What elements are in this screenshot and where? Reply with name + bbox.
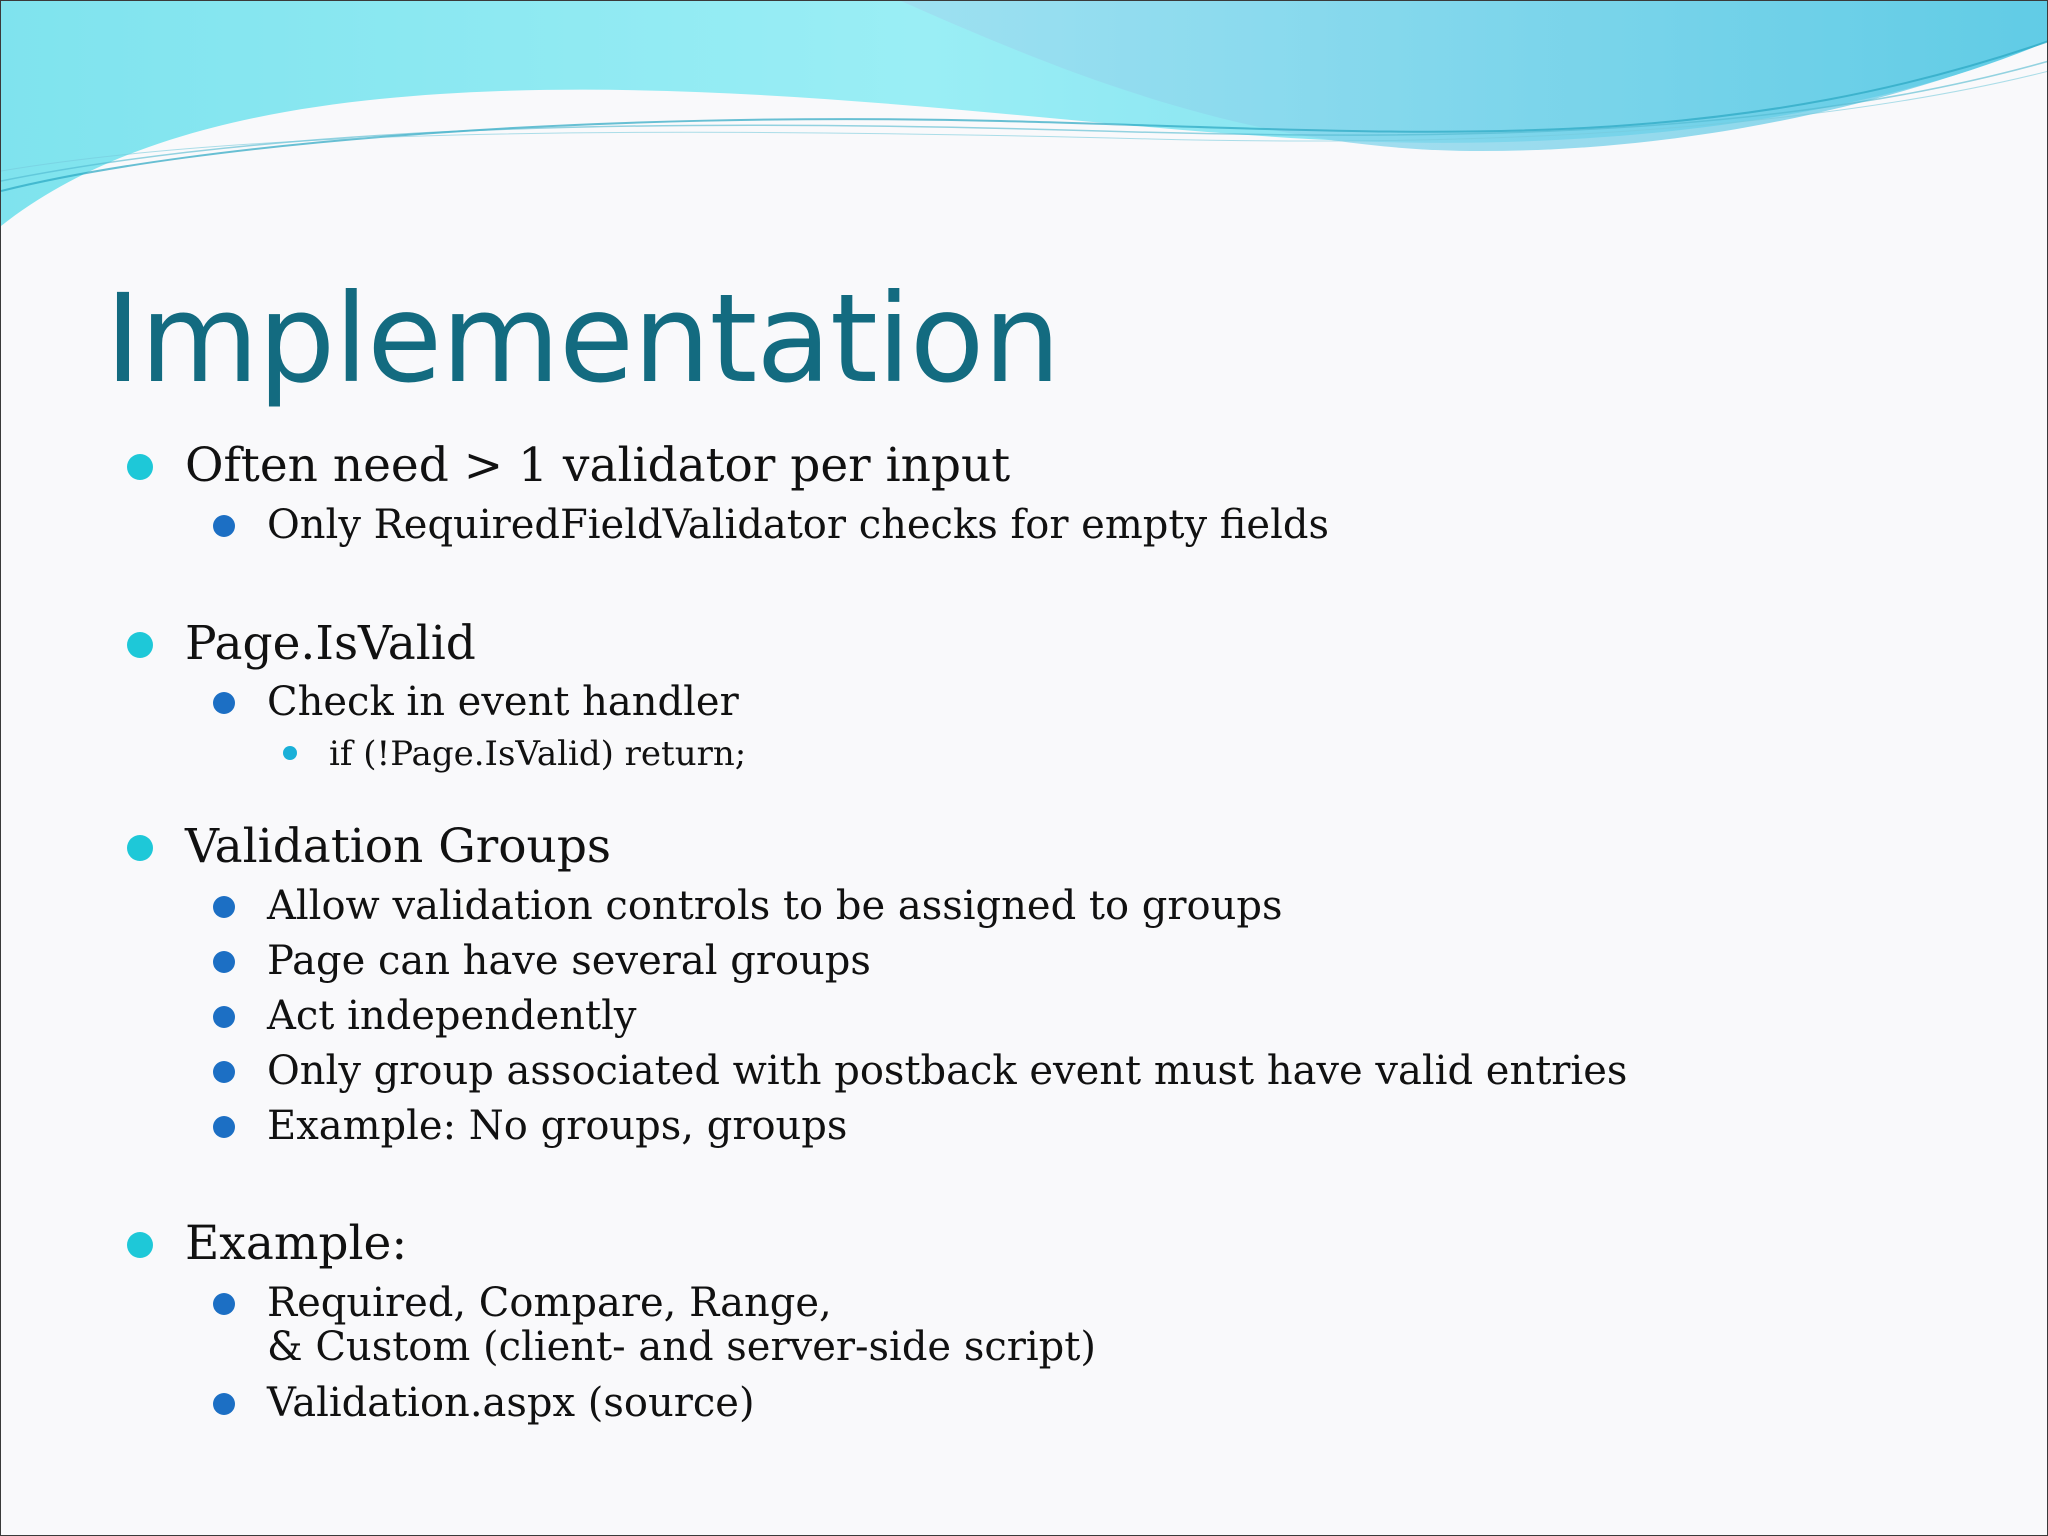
sub-bullet-text: Check in event handler [267,679,739,725]
sub-sub-bullet-item [329,734,746,774]
sub-bullet-text: Only group associated with postback event must have valid entries [267,1048,1628,1094]
sub-bullet-icon [213,1061,235,1083]
bullet-text: Often need > 1 validator per input [185,438,1011,493]
bullet-icon [127,1232,153,1258]
sub-bullet-text: Only RequiredFieldValidator checks for empty fields [267,502,1330,548]
bullet-item [185,438,1010,494]
sub-bullet-item [267,1104,847,1148]
sub-bullet-text: Example: No groups, groups [267,1103,848,1149]
bullet-text: Example: [185,1216,408,1271]
sub-bullet-item [267,1281,1096,1369]
sub-bullet-item [267,503,1329,547]
sub-sub-bullet-text: if (!Page.IsValid) return; [329,734,747,774]
bullet-icon [127,454,153,480]
sub-bullet-item [267,1381,755,1425]
sub-bullet-icon [213,1006,235,1028]
sub-bullet-text: Page can have several groups [267,938,871,984]
sub-bullet-item [267,994,636,1038]
sub-bullet-icon [213,692,235,714]
bullet-icon [127,632,153,658]
sub-bullet-item [267,680,739,724]
sub-bullet-text: Allow validation controls to be assigned to groups [267,883,1283,929]
sub-bullet-icon [213,951,235,973]
sub-bullet-text: Validation.aspx (source) [267,1380,755,1426]
bullet-icon [127,835,153,861]
bullet-item [185,819,611,875]
sub-bullet-item [267,939,871,983]
bullet-text: Page.IsValid [185,616,476,671]
bullet-item [185,1216,407,1272]
sub-bullet-icon [213,896,235,918]
sub-sub-bullet-icon [283,746,297,760]
sub-bullet-text: Required, Compare, Range, [267,1280,832,1326]
header-wave-decoration [1,1,2048,241]
sub-bullet-item [267,1049,1627,1093]
sub-bullet-icon [213,515,235,537]
sub-bullet-icon [213,1116,235,1138]
sub-bullet-icon [213,1293,235,1315]
bullet-text: Validation Groups [185,819,612,874]
sub-bullet-icon [213,1393,235,1415]
sub-bullet-text-continued: & Custom (client- and server-side script) [267,1324,1096,1370]
slide-title: Implementation [105,268,1060,410]
sub-bullet-item [267,884,1282,928]
sub-bullet-text: Act independently [267,993,637,1039]
bullet-item [185,616,476,672]
